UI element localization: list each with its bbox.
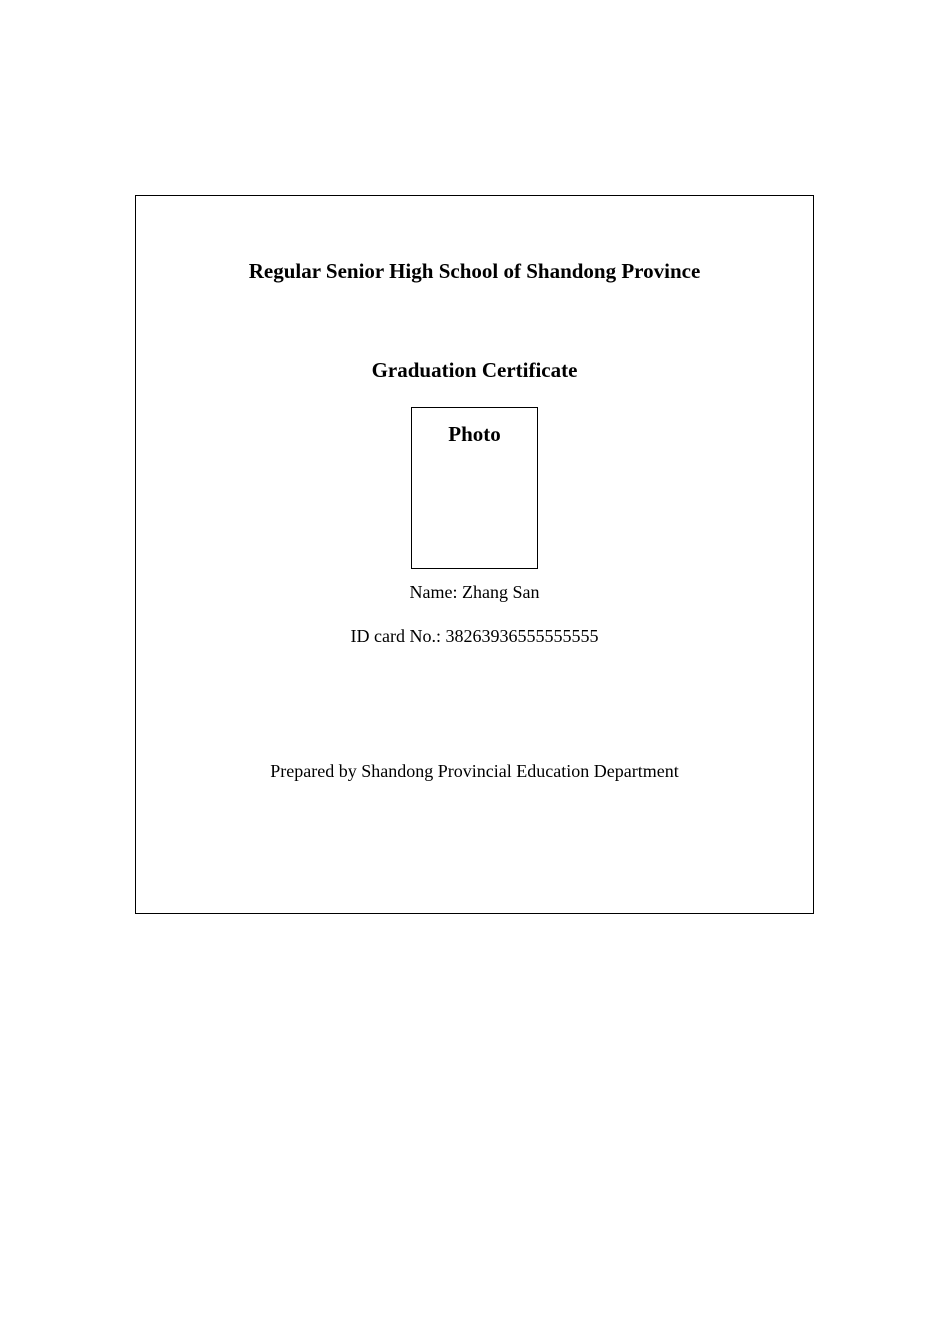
prepared-by-line: Prepared by Shandong Provincial Education Department: [270, 761, 679, 781]
school-title: Regular Senior High School of Shandong Province: [248, 259, 701, 283]
holder-name: Name: Zhang San: [409, 582, 540, 602]
certificate-title: Graduation Certificate: [371, 358, 578, 382]
photo-placeholder: [411, 407, 538, 569]
photo-label: Photo: [448, 422, 501, 446]
id-card-number: ID card No.: 38263936555555555: [350, 626, 599, 646]
certificate-frame: [135, 195, 814, 914]
